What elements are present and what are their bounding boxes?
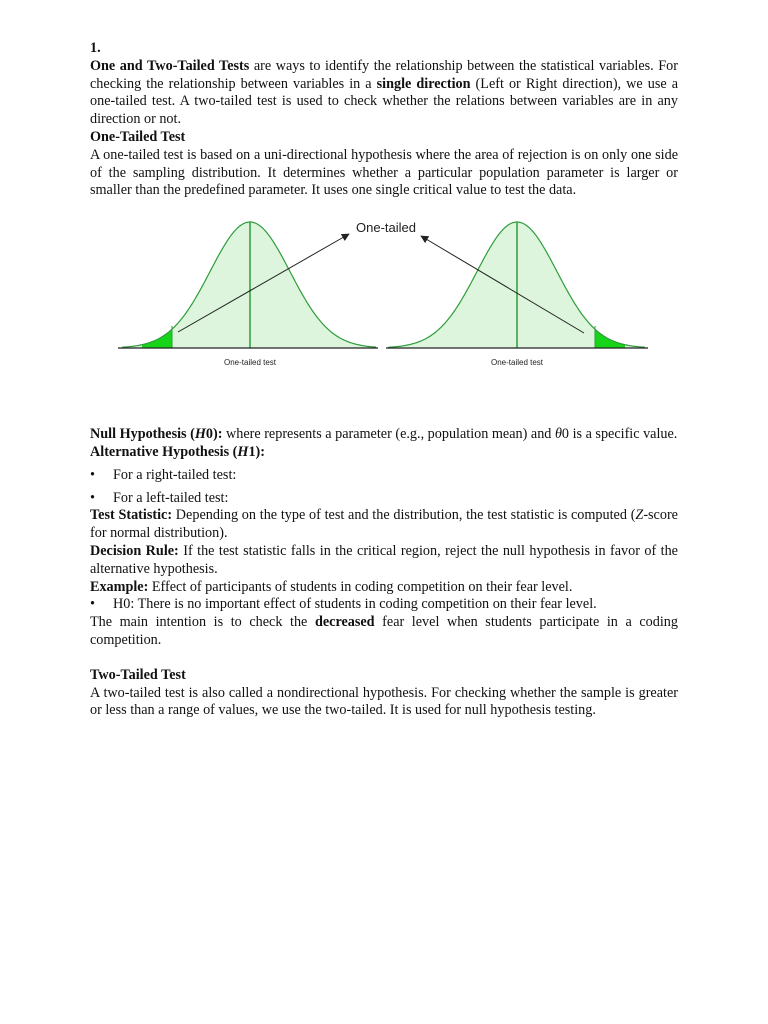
two-tailed-heading: Two-Tailed Test: [90, 666, 186, 683]
null-hypothesis-paragraph: Null Hypothesis (H0): where represents a parameter (e.g., population mean) and θ0 is a specific value.: [90, 426, 678, 443]
one-tailed-heading: One-Tailed Test: [90, 128, 186, 145]
one-tailed-diagram: [118, 212, 653, 368]
one-tailed-label: One-tailed: [356, 220, 416, 236]
intro-lead-term: One and Two-Tailed Tests: [90, 57, 250, 74]
one-tailed-paragraph: A one-tailed test is based on a uni-directional hypothesis where the area of rejection is on only one side of the sampling distribution. It determines whether a particular population parameter is larger or smaller than the predefined parameter. It uses one single critical value to test the data.: [90, 146, 678, 199]
list-item: • For a right-tailed test:: [90, 466, 237, 483]
section-number: 1.: [90, 40, 101, 56]
main-intention-paragraph: The main intention is to check the decreased fear level when students participate in a coding competition.: [90, 614, 678, 648]
list-item: • For a left-tailed test:: [90, 489, 229, 506]
intro-paragraph: [90, 58, 678, 129]
right-rejection-tail: [595, 329, 625, 348]
intro-text-1: are ways to identify the relationship between the statistical variables. For checking the relationship between variables in a: [90, 57, 678, 92]
left-caption: One-tailed test: [223, 358, 277, 368]
bullet-icon: •: [90, 596, 95, 613]
bullet-icon: •: [90, 466, 95, 483]
bullet-icon: •: [90, 489, 95, 506]
left-rejection-tail: [142, 329, 172, 348]
document-page: [90, 40, 678, 720]
two-tailed-paragraph: A two-tailed test is also called a nondirectional hypothesis. For checking whether the sample is greater or less than a range of values, we use the two-tailed. It is used for null hypothesis testing.: [90, 684, 678, 719]
right-caption: One-tailed test: [490, 358, 544, 368]
one-tailed-figure: [90, 200, 678, 426]
list-item: • H0: There is no important effect of students in coding competition on their fear level.: [90, 596, 597, 613]
alternative-hypothesis-label: Alternative Hypothesis (H1):: [90, 443, 265, 460]
test-statistic-paragraph: Test Statistic: Depending on the type of test and the distribution, the test statistic is computed (Z-score for normal distribution).: [90, 507, 678, 542]
example-paragraph: Example: Effect of participants of students in coding competition on their fear level.: [90, 578, 573, 595]
intro-text-2: (Left or Right direction), we use a one-tailed test. A two-tailed test is used to check whether the relations between variables are in any direction or not.: [90, 75, 678, 128]
intro-single-direction: single direction: [376, 75, 471, 92]
decision-rule-paragraph: Decision Rule: If the test statistic falls in the critical region, reject the null hypothesis in favor of the alternative hypothesis.: [90, 542, 678, 577]
null-hypothesis-label: Null Hypothesis (H0):: [90, 426, 223, 443]
